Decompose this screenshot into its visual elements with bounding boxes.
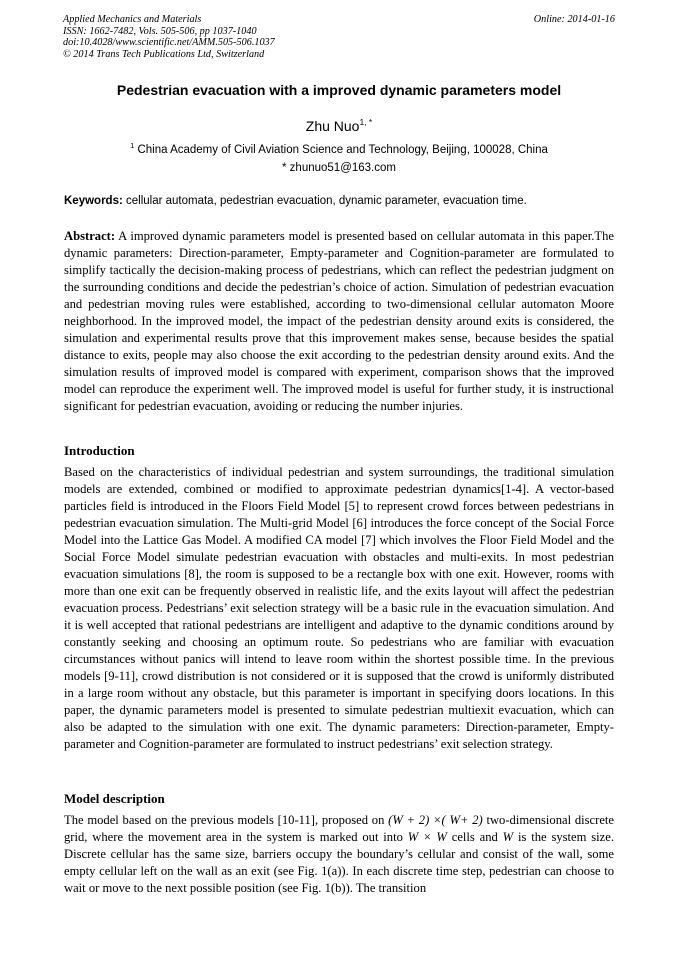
affiliation-mark: 1 (130, 141, 135, 150)
system-size-symbol: W (502, 830, 514, 844)
model-text-4: is the system size. Discrete cellular has the same size, barriers occupy the boundary’s cellular and consist of the wall, some empty cellular left on the wall as an exit (see Fig. 1(a)). In each discrete time step, pedestrian can choose to wait or move to the next possible position (see Fig. 1(b)). The transition (64, 830, 614, 895)
affiliation (30, 138, 648, 158)
model-paragraph (64, 812, 614, 897)
cell-count-formula: W × W (407, 830, 447, 844)
section-heading-model: Model description (64, 791, 165, 806)
author-marks: 1, * (359, 117, 373, 127)
affiliation-text: China Academy of Civil Aviation Science and Technology, Beijing, 100028, China (137, 144, 548, 156)
abstract-text: A improved dynamic parameters model is presented based on cellular automata in this paper.The dynamic parameters: Direction-parameter, Empty-parameter and Cognition-parameter are formulated to simplify tactically the decision-making process of pedestrians, which can reflect the pedestrian judgment on the surrounding conditions and decide the pedestrian’s choice of action. Simulation of pedestrian evacuation and pedestrian moving rules were established, according to two-dimensional cellular automaton Moore neighborhood. In the improved model, the impact of the pedestrian density around exits is considered, the simulation and experimental results prove that this improvement makes sense, because besides the spatial distance to exits, people may also choose the exit according to the pedestrian density around exits. And the simulation results of improved model is compared with experiment, comparison shows that the improved model can reproduce the experiment well. The improved model is useful for further study, it is instructional significant for pedestrian evacuation, avoiding or reducing the number injuries. (64, 229, 614, 413)
running-header (63, 14, 275, 60)
author-line (30, 113, 648, 135)
author-name: Zhu Nuo (305, 118, 360, 134)
model-text-2: two-dimensional discrete grid, where the movement area in the system is marked out into (64, 813, 614, 844)
model-text-1: The model based on the previous models [10-11], proposed on (64, 813, 389, 827)
author-email: * zhunuo51@163.com (282, 162, 396, 174)
keywords (64, 194, 616, 209)
issn-line: ISSN: 1662-7482, Vols. 505-506, pp 1037-1040 (63, 25, 257, 37)
keywords-text: cellular automata, pedestrian evacuation, dynamic parameter, evacuation time. (122, 195, 527, 207)
keywords-label: Keywords: (64, 195, 123, 207)
model-text-3: cells and (446, 830, 503, 844)
paper-title: Pedestrian evacuation with a improved dynamic parameters model (116, 82, 562, 98)
abstract (64, 228, 614, 415)
section-heading-introduction: Introduction (64, 443, 135, 458)
copyright-line: © 2014 Trans Tech Publications Ltd, Switzerland (63, 48, 265, 60)
abstract-label: Abstract: (64, 229, 116, 243)
grid-size-formula: (W + 2) ×( W+ 2) (388, 813, 483, 827)
online-date: Online: 2014-01-16 (533, 14, 615, 25)
doi-line: doi:10.4028/www.scientific.net/AMM.505-506.1037 (63, 37, 275, 49)
introduction-paragraph: Based on the characteristics of individual pedestrian and system surroundings, the traditional simulation models are extended, combined or modified to approximate pedestrian dynamics[1-4]. A vector-based particles field is introduced in the Floors Field Model [5] to represent crowd forces between pedestrians in pedestrian evacuation simulation. The Multi-grid Model [6] introduces the force concept of the Social Force Model into the Lattice Gas Model. A modified CA model [7] which involves the Floor Field Model and the Social Force Model simulate pedestrian evacuation with obstacles and multi-exits. In most pedestrian evacuation simulations [8], the room is supposed to be a rectangle box with one exit. However, rooms with more than one exit can be frequently observed in realistic life, and the exits layout will affect the pedestrian evacuation process. Pedestrians’ exit selection strategy will be a basic rule in the evacuation simulation. And it is well accepted that rational pedestrians are intelligent and adaptive to the dynamic conditions around by constantly seeking and choosing an optimum route. So pedestrians who are familiar with evacuation circumstances without panics will intend to leave room within the shortest possible time. In the previous models [9-11], crowd distribution is not considered or it is supposed that the crowd is uniformly distributed in a large room without any obstacle, but this parameter is important in specifying doors locations. In this paper, the dynamic parameters model is presented to simulate pedestrian multiexit evacuation, which can also be adapted to the simulation with one exit. The dynamic parameters: Direction-parameter, Empty-parameter and Cognition-parameter are formulated to instruct pedestrians’ exit selection strategy. (64, 465, 614, 751)
journal-name: Applied Mechanics and Materials (63, 14, 202, 25)
